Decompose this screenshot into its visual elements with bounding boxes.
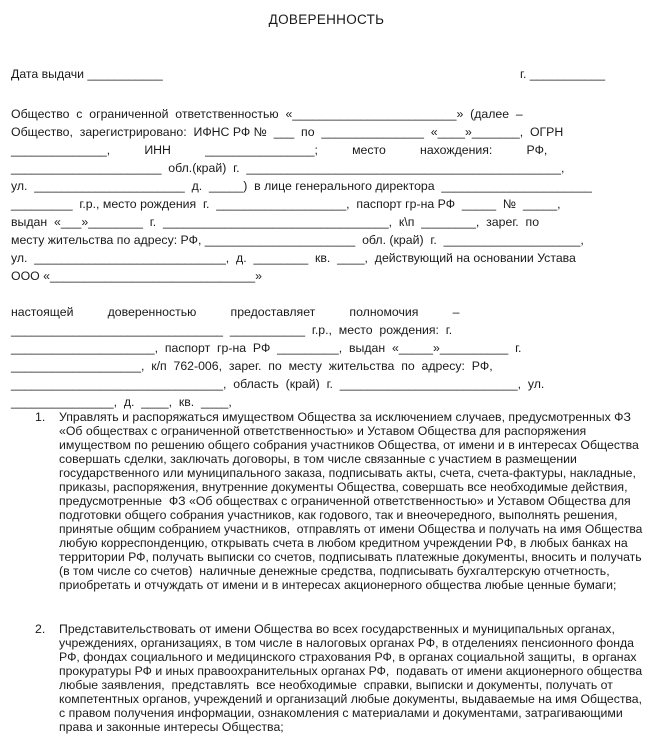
item-line: «Об обществах с ограниченной ответственностью» и Уставом Общества для распоряжения (59, 424, 587, 438)
item-line: прокуратуры РФ и иных правоохранительных органах РФ, подавать от имени акционерного общества (59, 664, 643, 678)
item-line: предусмотренные ФЗ «Об обществах с ограниченной ответственностью» и Уставом Общества для (59, 494, 631, 508)
company-line: ул. ____________________________, д. ________ кв. ____, действующий на основании Устава (11, 251, 576, 265)
company-line: ул. ______________________ д. _____) в лице генерального директора ______________________ (11, 179, 592, 193)
issue-year: г. ___________ (520, 67, 606, 81)
item-line: учреждениях, организациях, в том числе в налоговых органах РФ, в отделениях пенсионного фонда (59, 636, 634, 650)
item-line: любые заявления, представлять все необходимые справки, выписки и документы, получать от (59, 678, 613, 692)
item-line: с правом получения информации, ознакомления с материалами и документами, затрагивающими (59, 706, 623, 720)
item-line: территории РФ, получать выписки со счетов, подписывать платежные документы, вносить и получать (59, 550, 642, 564)
grant-line: _______________, д. ____, кв. ____, (11, 395, 232, 409)
company-line: ______________________ обл.(край) г. ______________________________________________, (11, 161, 565, 175)
item-line: Управлять и распоряжаться имуществом Общества за исключением случаев, предусмотренных ФЗ (59, 410, 631, 424)
issue-date: Дата выдачи ___________ (11, 67, 163, 81)
company-line: месту жительства по адресу: РФ, ______________________ обл. (край) г. ____________________, (11, 233, 584, 247)
item-line: Представительствовать от имени Общества во всех государственных и муниципальных органах, (59, 622, 615, 636)
company-line: Общество, зарегистрировано: ИФНС РФ № ___ по _______________ «____»_______, ОГРН (11, 125, 564, 139)
company-line: _________ г.р., место рождения г. ___________________, паспорт гр-на РФ _____ № _____, (11, 197, 561, 211)
item-line: права и законные интересы Общества; (59, 720, 284, 734)
item-line: компетентных органов, учреждений и организаций любые документы, выдаваемые на имя Общества, (59, 692, 642, 706)
item-line: приобретать и отчуждать от имени и в интересах акционерного общества любые ценные бумаги; (59, 578, 617, 592)
item-line: совершать сделки, заключать договоры, в том числе связанные с участием в размещении (59, 452, 577, 466)
item-line: (в том числе со счетов) наличные денежные средства, подписывать бухгалтерскую отчетность, (59, 564, 610, 578)
item-number: 1. (35, 410, 46, 424)
item-line: любую корреспонденцию, открывать счета в любом кредитном учреждении РФ, в любых банках на (59, 536, 628, 550)
item-number: 2. (35, 622, 46, 636)
item-line: приказы, распоряжения, внутренние документы Общества, совершать все необходимые действия, (59, 480, 628, 494)
company-line: Общество с ограниченной ответственностью «________________________» (далее – (11, 107, 523, 121)
document-title: ДОВЕРЕННОСТЬ (268, 12, 385, 27)
company-line: выдан «___»________ г. _________________________________, к\п ________, зарег. по (11, 215, 540, 229)
grant-line: _______________________________ ___________ г.р., место рождения: г. (11, 323, 453, 337)
grant-line: настоящей доверенностью предоставляет полномочия – (11, 305, 460, 319)
item-line: подготовки общего собрания участников, как годового, так и внеочередного, выполнять решения, (59, 508, 618, 522)
item-line: государственного или муниципального заказа, подписывать акты, счета, счета-фактуры, накладные, (59, 466, 636, 480)
company-line: ______________, ИНН ________________; место нахождения: РФ, (11, 143, 548, 157)
grant-line: ___________________, к/п 762-006, зарег. по месту жительства по адресу: РФ, (11, 359, 493, 373)
grant-line: _______________________________, область (край) г. __________________________, ул. (11, 377, 545, 391)
item-line: РФ, фондах социального и медицинского страхования РФ, в органах социальной защиты, в органах (59, 650, 637, 664)
company-line: ООО «______________________________» (11, 269, 262, 283)
item-line: принятые общим собранием участников, отправлять от имени Общества и получать на имя Общества (59, 522, 643, 536)
grant-line: _____________________, паспорт гр-на РФ _________, выдан «_____»__________ г. (11, 341, 522, 355)
item-line: имуществом по решению общего собрания участников Общества, от имени и в интересах Общества (59, 438, 639, 452)
